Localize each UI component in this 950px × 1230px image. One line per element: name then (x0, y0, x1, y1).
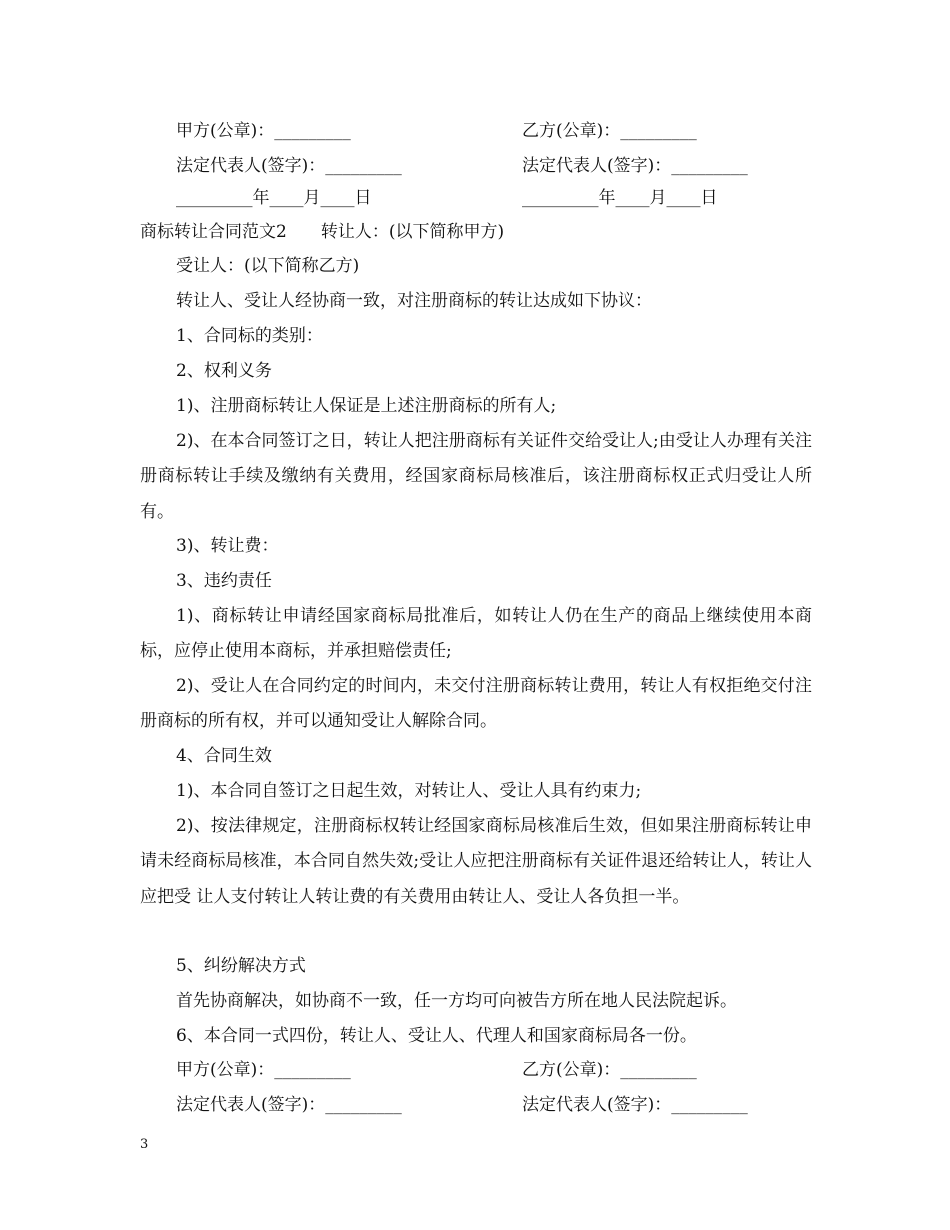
paragraph-4-2: 2)、按法律规定，注册商标权转让经国家商标局核准后生效，但如果注册商标转让申请未经商标局核准，本合同自然失效;受让人应把注册商标有关证件退还给转让人，转让人应把受 让人支付转让人转让费的有关费用由转让人、受让人各负担一半。 (140, 816, 812, 907)
paragraph-section-5: 5、纠纷解决方式 (176, 956, 306, 976)
paragraph-2-2: 2)、在本合同签订之日，转让人把注册商标有关证件交给受让人;由受让人办理有关注册商标转让手续及缴纳有关费用，经国家商标局核准后，该注册商标权正式归受让人所有。 (140, 431, 812, 522)
party-b-date-line: _________年____月____日 (522, 188, 718, 208)
paragraph-section-6: 6、本合同一式四份，转让人、受让人、代理人和国家商标局各一份。 (176, 1026, 697, 1046)
paragraph-4-1: 1)、本合同自签订之日起生效，对转让人、受让人具有约束力; (176, 781, 642, 801)
paragraph-3-2: 2)、受让人在合同约定的时间内，未交付注册商标转让费用，转让人有权拒绝交付注册商标的所有权，并可以通知受让人解除合同。 (140, 676, 812, 732)
party-b-representative-line-bottom: 法定代表人(签字)：_________ (522, 1095, 748, 1115)
page-number: 3 (140, 1137, 149, 1152)
party-a-date-line: _________年____月____日 (176, 188, 372, 208)
party-b-representative-line: 法定代表人(签字)：_________ (522, 156, 748, 176)
party-b-seal-line-bottom: 乙方(公章)：_________ (522, 1060, 697, 1080)
party-a-representative-line: 法定代表人(签字)：_________ (176, 156, 402, 176)
party-a-representative-line-bottom: 法定代表人(签字)：_________ (176, 1095, 402, 1115)
paragraph-section-2: 2、权利义务 (176, 361, 272, 381)
paragraph-3-1: 1)、商标转让申请经国家商标局批准后，如转让人仍在生产的商品上继续使用本商标，应停止使用本商标，并承担赔偿责任; (140, 606, 812, 662)
party-b-seal-line: 乙方(公章)：_________ (522, 121, 697, 141)
paragraph-2-3: 3)、转让费： (176, 536, 279, 556)
paragraph-5-1: 首先协商解决，如协商不一致，任一方均可向被告方所在地人民法院起诉。 (176, 991, 737, 1011)
paragraph-transferee: 受让人：(以下简称乙方) (176, 256, 360, 276)
paragraph-section-4: 4、合同生效 (176, 746, 272, 766)
party-a-seal-line-bottom: 甲方(公章)：_________ (176, 1060, 351, 1080)
paragraph-agreement: 转让人、受让人经协商一致，对注册商标的转让达成如下协议： (176, 291, 652, 311)
paragraph-section-3: 3、违约责任 (176, 571, 272, 591)
contract-heading: 商标转让合同范文2 转让人：(以下简称甲方) (140, 222, 505, 242)
paragraph-2-1: 1)、注册商标转让人保证是上述注册商标的所有人; (176, 396, 557, 416)
party-a-seal-line: 甲方(公章)：_________ (176, 121, 351, 141)
paragraph-section-1: 1、合同标的类别： (176, 326, 323, 346)
